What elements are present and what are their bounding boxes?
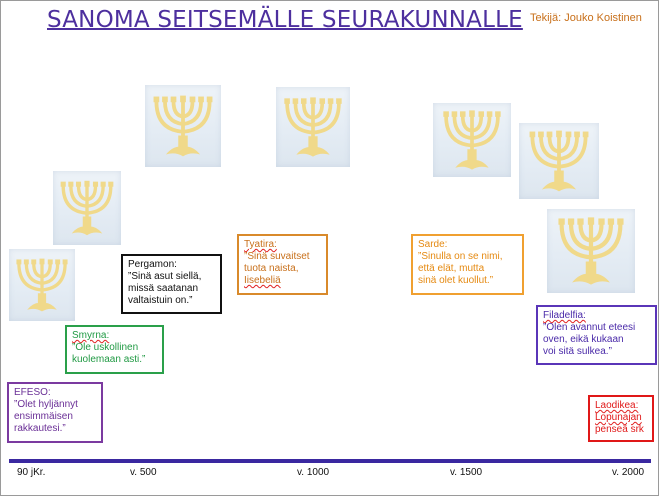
church-name: Sarde: (418, 239, 448, 250)
menorah-icon (53, 171, 121, 245)
church-box-laodikea (588, 395, 654, 442)
church-quote-line: penseä srk (595, 424, 644, 435)
church-box-pergamon (121, 254, 222, 314)
menorah-icon (9, 249, 75, 321)
church-quote (595, 412, 647, 436)
menorah-icon (145, 85, 221, 167)
church-quote: ”Sinulla on se nimi, että elät, mutta sinä olet kuollut.” (418, 251, 503, 286)
church-quote: ”Olen avannut eteesi oven, eikä kukaan voi sitä sulkea.” (543, 322, 636, 357)
church-name: Tyatira: (244, 239, 277, 250)
church-quote-name: Iisebeliä (244, 275, 281, 286)
church-quote: ”Sinä asut siellä, missä saatanan valtaistuin on.” (128, 271, 202, 306)
church-box-filadelfia (536, 305, 657, 365)
timeline-bar (9, 459, 651, 463)
church-box-sarde (411, 234, 524, 295)
menorah-icon (547, 209, 635, 293)
church-name: Laodikea: (595, 400, 639, 411)
timeline-tick: v. 1000 (297, 467, 330, 478)
church-box-smyrna (65, 325, 164, 374)
timeline-tick: v. 1500 (450, 467, 483, 478)
church-name: Smyrna: (72, 330, 110, 341)
timeline-tick: 90 jKr. (17, 467, 46, 478)
church-quote-text: ”Sinä suvaitset tuota naista, (244, 251, 310, 274)
church-quote: ”Olet hyljännyt ensimmäisen rakkautesi.” (14, 399, 78, 434)
timeline-tick: v. 2000 (612, 467, 645, 478)
church-quote-line: Lopunajan (595, 412, 642, 423)
timeline-tick: v. 500 (130, 467, 157, 478)
church-name: Pergamon: (128, 259, 177, 270)
author-credit: Tekijä: Jouko Koistinen (530, 12, 642, 24)
church-quote: ”Ole uskollinen kuolemaan asti.” (72, 342, 146, 365)
menorah-icon (276, 87, 350, 167)
church-name: EFESO: (14, 387, 51, 398)
church-box-efeso (7, 382, 103, 443)
menorah-icon (433, 103, 511, 177)
slide-title: SANOMA SEITSEMÄLLE SEURAKUNNALLE (47, 7, 523, 33)
church-quote (244, 251, 321, 287)
church-name: Filadelfia: (543, 310, 586, 321)
menorah-icon (519, 123, 599, 199)
church-box-tyatira (237, 234, 328, 295)
